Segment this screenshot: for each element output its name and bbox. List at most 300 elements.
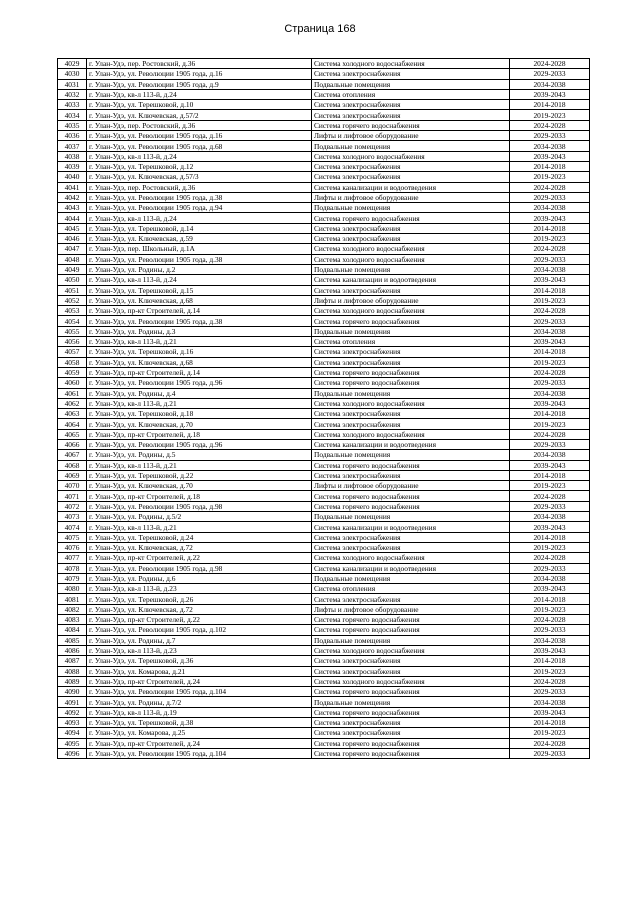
row-period: 2019-2023 [510, 728, 590, 738]
row-address: г. Улан-Удэ, ул. Родины, д.3 [87, 326, 312, 336]
row-number: 4069 [58, 470, 87, 480]
row-number: 4088 [58, 666, 87, 676]
row-address: г. Улан-Удэ, ул. Революции 1905 года, д.16 [87, 131, 312, 141]
row-period: 2039-2043 [510, 645, 590, 655]
row-number: 4034 [58, 110, 87, 120]
table-row [58, 656, 590, 666]
row-system: Система холодного водоснабжения [312, 553, 510, 563]
row-system: Система электроснабжения [312, 285, 510, 295]
row-address: г. Улан-Удэ, кв-л 113-й, д.21 [87, 522, 312, 532]
row-address: г. Улан-Удэ, кв-л 113-й, д.23 [87, 645, 312, 655]
row-number: 4085 [58, 635, 87, 645]
row-address: г. Улан-Удэ, ул. Родины, д.5/2 [87, 512, 312, 522]
row-period: 2024-2028 [510, 553, 590, 563]
row-number: 4084 [58, 625, 87, 635]
row-address: г. Улан-Удэ, ул. Революции 1905 года, д.96 [87, 378, 312, 388]
row-address: г. Улан-Удэ, ул. Терешковой, д.38 [87, 718, 312, 728]
table-row [58, 481, 590, 491]
row-number: 4050 [58, 275, 87, 285]
row-address: г. Улан-Удэ, ул. Ключевская, д.70 [87, 481, 312, 491]
row-period: 2029-2033 [510, 69, 590, 79]
row-period: 2029-2033 [510, 254, 590, 264]
row-period: 2019-2023 [510, 357, 590, 367]
row-system: Лифты и лифтовое оборудование [312, 604, 510, 614]
row-period: 2039-2043 [510, 460, 590, 470]
row-address: г. Улан-Удэ, ул. Терешковой, д.22 [87, 470, 312, 480]
row-system: Подвальные помещения [312, 573, 510, 583]
table-row [58, 182, 590, 192]
table-row [58, 718, 590, 728]
row-system: Система электроснабжения [312, 172, 510, 182]
row-period: 2024-2028 [510, 244, 590, 254]
row-period: 2014-2018 [510, 223, 590, 233]
row-address: г. Улан-Удэ, ул. Ключевская, д.68 [87, 357, 312, 367]
row-number: 4046 [58, 234, 87, 244]
row-system: Подвальные помещения [312, 512, 510, 522]
row-number: 4044 [58, 213, 87, 223]
table-row [58, 542, 590, 552]
row-system: Система электроснабжения [312, 542, 510, 552]
row-period: 2024-2028 [510, 615, 590, 625]
row-address: г. Улан-Удэ, кв-л 113-й, д.24 [87, 213, 312, 223]
row-system: Система холодного водоснабжения [312, 645, 510, 655]
row-system: Лифты и лифтовое оборудование [312, 131, 510, 141]
table-row [58, 254, 590, 264]
row-period: 2034-2038 [510, 264, 590, 274]
table-row [58, 275, 590, 285]
row-period: 2039-2043 [510, 398, 590, 408]
row-address: г. Улан-Удэ, ул. Ключевская, д.57/2 [87, 110, 312, 120]
row-period: 2039-2043 [510, 337, 590, 347]
row-system: Подвальные помещения [312, 635, 510, 645]
row-period: 2039-2043 [510, 89, 590, 99]
table-row [58, 748, 590, 758]
row-system: Система горячего водоснабжения [312, 213, 510, 223]
row-system: Система электроснабжения [312, 161, 510, 171]
row-system: Система горячего водоснабжения [312, 748, 510, 758]
row-period: 2024-2028 [510, 59, 590, 69]
row-address: г. Улан-Удэ, кв-л 113-й, д.24 [87, 275, 312, 285]
row-system: Система холодного водоснабжения [312, 59, 510, 69]
table-row [58, 213, 590, 223]
table-row [58, 151, 590, 161]
table-row [58, 522, 590, 532]
row-address: г. Улан-Удэ, кв-л 113-й, д.23 [87, 584, 312, 594]
row-number: 4030 [58, 69, 87, 79]
table-row [58, 388, 590, 398]
table-row [58, 59, 590, 69]
row-period: 2019-2023 [510, 110, 590, 120]
row-address: г. Улан-Удэ, кв-л 113-й, д.24 [87, 151, 312, 161]
table-row [58, 79, 590, 89]
row-system: Лифты и лифтовое оборудование [312, 192, 510, 202]
row-address: г. Улан-Удэ, пр-кт Строителей, д.14 [87, 306, 312, 316]
row-address: г. Улан-Удэ, ул. Революции 1905 года, д.38 [87, 254, 312, 264]
row-address: г. Улан-Удэ, ул. Терешковой, д.12 [87, 161, 312, 171]
row-number: 4068 [58, 460, 87, 470]
row-number: 4091 [58, 697, 87, 707]
row-number: 4077 [58, 553, 87, 563]
row-number: 4061 [58, 388, 87, 398]
table-row [58, 532, 590, 542]
row-system: Система электроснабжения [312, 718, 510, 728]
row-system: Система холодного водоснабжения [312, 151, 510, 161]
row-number: 4047 [58, 244, 87, 254]
table-row [58, 584, 590, 594]
row-period: 2039-2043 [510, 213, 590, 223]
row-number: 4076 [58, 542, 87, 552]
row-system: Система отопления [312, 89, 510, 99]
table-row [58, 491, 590, 501]
row-period: 2029-2033 [510, 439, 590, 449]
row-number: 4090 [58, 687, 87, 697]
row-system: Система горячего водоснабжения [312, 120, 510, 130]
table-row [58, 89, 590, 99]
row-period: 2039-2043 [510, 707, 590, 717]
row-period: 2029-2033 [510, 563, 590, 573]
row-number: 4032 [58, 89, 87, 99]
row-system: Система электроснабжения [312, 357, 510, 367]
row-system: Система канализации и водоотведения [312, 275, 510, 285]
row-period: 2019-2023 [510, 172, 590, 182]
row-number: 4079 [58, 573, 87, 583]
table-row [58, 676, 590, 686]
row-number: 4086 [58, 645, 87, 655]
row-period: 2034-2038 [510, 388, 590, 398]
row-address: г. Улан-Удэ, ул. Революции 1905 года, д.96 [87, 439, 312, 449]
table-row [58, 264, 590, 274]
row-system: Система канализации и водоотведения [312, 563, 510, 573]
row-number: 4089 [58, 676, 87, 686]
row-system: Система горячего водоснабжения [312, 367, 510, 377]
row-system: Система холодного водоснабжения [312, 254, 510, 264]
row-number: 4070 [58, 481, 87, 491]
row-system: Система электроснабжения [312, 409, 510, 419]
row-system: Система электроснабжения [312, 419, 510, 429]
row-address: г. Улан-Удэ, ул. Родины, д.5 [87, 450, 312, 460]
row-system: Система холодного водоснабжения [312, 429, 510, 439]
row-address: г. Улан-Удэ, ул. Комарова, д.25 [87, 728, 312, 738]
table-row [58, 635, 590, 645]
row-address: г. Улан-Удэ, ул. Родины, д.6 [87, 573, 312, 583]
row-number: 4073 [58, 512, 87, 522]
row-system: Система горячего водоснабжения [312, 687, 510, 697]
records-table [57, 58, 590, 759]
row-period: 2029-2033 [510, 316, 590, 326]
table-row [58, 594, 590, 604]
row-system: Система электроснабжения [312, 234, 510, 244]
row-number: 4053 [58, 306, 87, 316]
row-number: 4042 [58, 192, 87, 202]
row-address: г. Улан-Удэ, ул. Терешковой, д.24 [87, 532, 312, 542]
row-address: г. Улан-Удэ, кв-л 113-й, д.21 [87, 398, 312, 408]
table-row [58, 563, 590, 573]
table-row [58, 666, 590, 676]
table-row [58, 295, 590, 305]
row-system: Система холодного водоснабжения [312, 244, 510, 254]
row-address: г. Улан-Удэ, пр-кт Строителей, д.18 [87, 429, 312, 439]
row-number: 4031 [58, 79, 87, 89]
row-number: 4065 [58, 429, 87, 439]
row-address: г. Улан-Удэ, пр-кт Строителей, д.22 [87, 615, 312, 625]
row-period: 2019-2023 [510, 295, 590, 305]
row-number: 4037 [58, 141, 87, 151]
row-number: 4064 [58, 419, 87, 429]
row-period: 2019-2023 [510, 542, 590, 552]
table-row [58, 553, 590, 563]
table-row [58, 192, 590, 202]
table-row [58, 604, 590, 614]
row-number: 4081 [58, 594, 87, 604]
row-number: 4040 [58, 172, 87, 182]
table-row [58, 687, 590, 697]
row-number: 4080 [58, 584, 87, 594]
row-address: г. Улан-Удэ, пр-кт Строителей, д.24 [87, 676, 312, 686]
table-row [58, 450, 590, 460]
row-system: Система электроснабжения [312, 666, 510, 676]
row-address: г. Улан-Удэ, пер. Школьный, д.1А [87, 244, 312, 254]
row-number: 4043 [58, 203, 87, 213]
row-system: Система горячего водоснабжения [312, 316, 510, 326]
table-row [58, 337, 590, 347]
row-address: г. Улан-Удэ, ул. Терешковой, д.36 [87, 656, 312, 666]
table-row [58, 615, 590, 625]
table-row [58, 244, 590, 254]
row-system: Система электроснабжения [312, 69, 510, 79]
row-number: 4094 [58, 728, 87, 738]
row-address: г. Улан-Удэ, ул. Ключевская, д.68 [87, 295, 312, 305]
table-row [58, 378, 590, 388]
row-period: 2019-2023 [510, 234, 590, 244]
row-system: Система электроснабжения [312, 110, 510, 120]
row-system: Система горячего водоснабжения [312, 378, 510, 388]
row-period: 2024-2028 [510, 491, 590, 501]
table-row [58, 306, 590, 316]
table-row [58, 738, 590, 748]
row-system: Подвальные помещения [312, 79, 510, 89]
row-period: 2019-2023 [510, 419, 590, 429]
row-number: 4072 [58, 501, 87, 511]
row-period: 2039-2043 [510, 151, 590, 161]
row-number: 4054 [58, 316, 87, 326]
table-row [58, 573, 590, 583]
row-address: г. Улан-Удэ, ул. Революции 1905 года, д.38 [87, 316, 312, 326]
row-address: г. Улан-Удэ, пер. Ростовский, д.36 [87, 182, 312, 192]
row-address: г. Улан-Удэ, ул. Революции 1905 года, д.38 [87, 192, 312, 202]
row-number: 4074 [58, 522, 87, 532]
row-period: 2019-2023 [510, 481, 590, 491]
row-number: 4056 [58, 337, 87, 347]
table-row [58, 439, 590, 449]
row-address: г. Улан-Удэ, ул. Терешковой, д.10 [87, 100, 312, 110]
table-row [58, 69, 590, 79]
row-number: 4066 [58, 439, 87, 449]
row-address: г. Улан-Удэ, ул. Ключевская, д.72 [87, 542, 312, 552]
table-row [58, 645, 590, 655]
row-address: г. Улан-Удэ, ул. Терешковой, д.26 [87, 594, 312, 604]
row-system: Система электроснабжения [312, 223, 510, 233]
row-system: Система канализации и водоотведения [312, 182, 510, 192]
row-address: г. Улан-Удэ, ул. Революции 1905 года, д.94 [87, 203, 312, 213]
table-row [58, 357, 590, 367]
row-period: 2024-2028 [510, 429, 590, 439]
row-number: 4035 [58, 120, 87, 130]
row-number: 4092 [58, 707, 87, 717]
row-system: Система электроснабжения [312, 728, 510, 738]
table-row [58, 161, 590, 171]
table-row [58, 285, 590, 295]
row-period: 2034-2038 [510, 141, 590, 151]
row-number: 4096 [58, 748, 87, 758]
row-system: Система горячего водоснабжения [312, 501, 510, 511]
row-period: 2014-2018 [510, 718, 590, 728]
table-row [58, 419, 590, 429]
row-system: Подвальные помещения [312, 264, 510, 274]
row-address: г. Улан-Удэ, ул. Ключевская, д.72 [87, 604, 312, 614]
row-address: г. Улан-Удэ, ул. Ключевская, д.57/3 [87, 172, 312, 182]
row-system: Система горячего водоснабжения [312, 491, 510, 501]
row-address: г. Улан-Удэ, ул. Революции 1905 года, д.98 [87, 501, 312, 511]
row-number: 4033 [58, 100, 87, 110]
row-system: Система горячего водоснабжения [312, 707, 510, 717]
row-period: 2014-2018 [510, 347, 590, 357]
row-period: 2029-2033 [510, 378, 590, 388]
row-period: 2024-2028 [510, 120, 590, 130]
row-period: 2034-2038 [510, 79, 590, 89]
page-title: Страница 168 [284, 23, 356, 35]
table-row [58, 697, 590, 707]
row-address: г. Улан-Удэ, кв-л 113-й, д.24 [87, 89, 312, 99]
row-period: 2014-2018 [510, 100, 590, 110]
row-address: г. Улан-Удэ, пр-кт Строителей, д.14 [87, 367, 312, 377]
row-address: г. Улан-Удэ, ул. Революции 1905 года, д.104 [87, 748, 312, 758]
row-period: 2034-2038 [510, 635, 590, 645]
row-system: Система холодного водоснабжения [312, 306, 510, 316]
table-row [58, 120, 590, 130]
table-row [58, 409, 590, 419]
row-system: Система горячего водоснабжения [312, 625, 510, 635]
table-row [58, 223, 590, 233]
row-number: 4052 [58, 295, 87, 305]
row-period: 2014-2018 [510, 594, 590, 604]
table-row [58, 728, 590, 738]
row-system: Система горячего водоснабжения [312, 738, 510, 748]
table-row [58, 347, 590, 357]
row-number: 4059 [58, 367, 87, 377]
row-period: 2019-2023 [510, 604, 590, 614]
row-system: Система электроснабжения [312, 594, 510, 604]
table-row [58, 470, 590, 480]
row-period: 2029-2033 [510, 687, 590, 697]
row-period: 2039-2043 [510, 522, 590, 532]
row-number: 4029 [58, 59, 87, 69]
row-period: 2029-2033 [510, 501, 590, 511]
table-row [58, 203, 590, 213]
row-period: 2014-2018 [510, 656, 590, 666]
row-address: г. Улан-Удэ, ул. Революции 1905 года, д.102 [87, 625, 312, 635]
row-address: г. Улан-Удэ, пер. Ростовский, д.36 [87, 120, 312, 130]
row-period: 2014-2018 [510, 409, 590, 419]
row-number: 4075 [58, 532, 87, 542]
table-row [58, 131, 590, 141]
row-period: 2024-2028 [510, 676, 590, 686]
table-row [58, 367, 590, 377]
row-system: Система канализации и водоотведения [312, 522, 510, 532]
row-period: 2034-2038 [510, 697, 590, 707]
row-period: 2014-2018 [510, 161, 590, 171]
row-number: 4060 [58, 378, 87, 388]
row-number: 4038 [58, 151, 87, 161]
row-number: 4067 [58, 450, 87, 460]
row-period: 2034-2038 [510, 573, 590, 583]
table-row [58, 110, 590, 120]
row-number: 4041 [58, 182, 87, 192]
row-number: 4039 [58, 161, 87, 171]
row-system: Система холодного водоснабжения [312, 676, 510, 686]
row-system: Подвальные помещения [312, 450, 510, 460]
row-address: г. Улан-Удэ, ул. Родины, д.2 [87, 264, 312, 274]
row-address: г. Улан-Удэ, пр-кт Строителей, д.24 [87, 738, 312, 748]
row-address: г. Улан-Удэ, ул. Родины, д.7/2 [87, 697, 312, 707]
row-number: 4045 [58, 223, 87, 233]
row-period: 2029-2033 [510, 192, 590, 202]
row-address: г. Улан-Удэ, ул. Родины, д.4 [87, 388, 312, 398]
row-number: 4087 [58, 656, 87, 666]
records-table-body [58, 59, 590, 759]
row-address: г. Улан-Удэ, ул. Революции 1905 года, д.16 [87, 69, 312, 79]
row-number: 4058 [58, 357, 87, 367]
row-period: 2019-2023 [510, 666, 590, 676]
row-number: 4063 [58, 409, 87, 419]
row-number: 4095 [58, 738, 87, 748]
row-period: 2014-2018 [510, 285, 590, 295]
row-number: 4071 [58, 491, 87, 501]
row-system: Система электроснабжения [312, 470, 510, 480]
row-period: 2024-2028 [510, 306, 590, 316]
row-address: г. Улан-Удэ, ул. Терешковой, д.14 [87, 223, 312, 233]
row-address: г. Улан-Удэ, ул. Ключевская, д.59 [87, 234, 312, 244]
row-system: Подвальные помещения [312, 697, 510, 707]
row-period: 2034-2038 [510, 450, 590, 460]
row-address: г. Улан-Удэ, кв-л 113-й, д.21 [87, 337, 312, 347]
row-address: г. Улан-Удэ, кв-л 113-й, д.19 [87, 707, 312, 717]
table-row [58, 172, 590, 182]
row-address: г. Улан-Удэ, ул. Терешковой, д.18 [87, 409, 312, 419]
row-address: г. Улан-Удэ, ул. Терешковой, д.15 [87, 285, 312, 295]
row-number: 4048 [58, 254, 87, 264]
row-system: Система электроснабжения [312, 347, 510, 357]
row-number: 4055 [58, 326, 87, 336]
row-address: г. Улан-Удэ, ул. Революции 1905 года, д.9 [87, 79, 312, 89]
table-row [58, 625, 590, 635]
table-row [58, 501, 590, 511]
row-number: 4078 [58, 563, 87, 573]
table-row [58, 429, 590, 439]
row-period: 2034-2038 [510, 512, 590, 522]
row-number: 4036 [58, 131, 87, 141]
table-row [58, 460, 590, 470]
row-number: 4057 [58, 347, 87, 357]
row-period: 2029-2033 [510, 748, 590, 758]
row-address: г. Улан-Удэ, ул. Терешковой, д.16 [87, 347, 312, 357]
row-period: 2014-2018 [510, 532, 590, 542]
row-period: 2024-2028 [510, 182, 590, 192]
row-address: г. Улан-Удэ, ул. Революции 1905 года, д.98 [87, 563, 312, 573]
row-system: Подвальные помещения [312, 388, 510, 398]
row-system: Система горячего водоснабжения [312, 460, 510, 470]
row-address: г. Улан-Удэ, ул. Революции 1905 года, д.68 [87, 141, 312, 151]
table-row [58, 398, 590, 408]
